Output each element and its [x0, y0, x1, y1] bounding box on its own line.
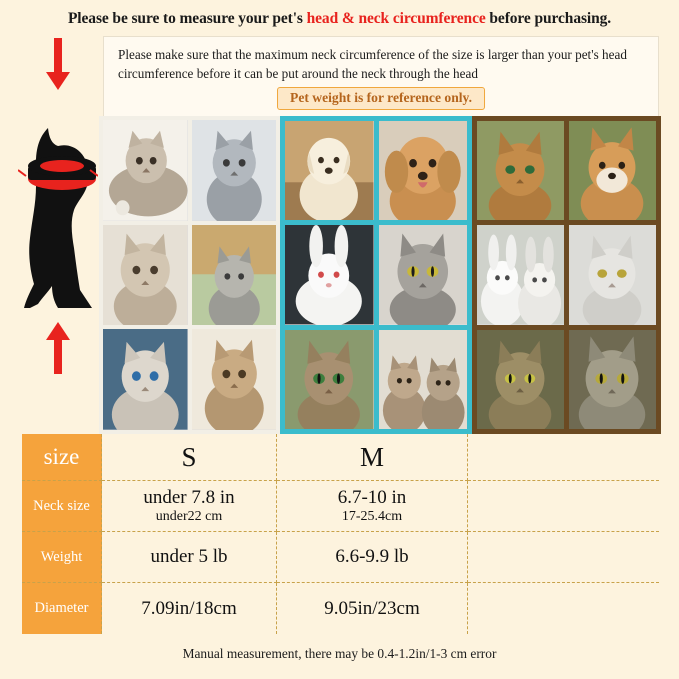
table-row	[22, 481, 659, 532]
photo-cat-orange-tabby	[477, 121, 564, 220]
size-m-photos	[280, 116, 472, 434]
cell-diameter-blank	[468, 583, 659, 634]
photo-kitten-grey-striped	[192, 225, 277, 326]
photo-cat-wild-tabby	[477, 330, 564, 429]
cell-weight-blank	[468, 532, 659, 583]
size-l-photos	[472, 116, 661, 434]
arrow-up-icon	[46, 322, 70, 374]
title-post: before purchasing.	[485, 10, 612, 27]
photo-rabbit-pair-white	[477, 225, 564, 324]
title-highlight: head & neck circumference	[306, 10, 486, 27]
cell-weight-s: under 5 lb	[102, 532, 277, 583]
cell-neck-size-s	[102, 481, 277, 532]
photo-kitten-blue-eyes-paws	[103, 329, 188, 430]
cell-neck-size-m-main: 6.7-10 in	[337, 487, 407, 509]
photo-dog-corgi	[569, 121, 656, 220]
table-header-m: M	[277, 434, 468, 481]
size-table	[22, 434, 659, 638]
photo-cat-grey-green-eyes	[379, 225, 468, 324]
photo-rabbit-white	[285, 225, 374, 324]
photo-kitten-fluffy-tabby	[103, 225, 188, 326]
cell-weight-m: 6.6-9.9 lb	[277, 532, 468, 583]
row-label-diameter: Diameter	[22, 583, 102, 634]
row-label-neck-size: Neck size	[22, 481, 102, 532]
cell-neck-size-s-sub: under22 cm	[155, 508, 223, 524]
cell-neck-size-blank	[468, 481, 659, 532]
photo-kitten-lying-tabby	[103, 120, 188, 221]
note-box	[103, 36, 659, 118]
photo-cat-grey-tabby-large	[569, 330, 656, 429]
table-header-blank	[468, 434, 659, 481]
table-header-s: S	[102, 434, 277, 481]
photo-kitten-sitting-grey	[192, 120, 277, 221]
photo-two-kittens-tabby	[379, 330, 468, 429]
cell-neck-size-m-sub: 17-25.4cm	[341, 508, 403, 524]
title-pre: Please be sure to measure your pet's	[67, 10, 307, 27]
photo-cat-white-grey	[569, 225, 656, 324]
size-s-photos	[99, 116, 280, 434]
page-title	[0, 10, 679, 28]
table-header-row	[22, 434, 659, 481]
photo-gallery	[99, 116, 661, 434]
cell-diameter-m: 9.05in/23cm	[277, 583, 468, 634]
row-label-weight: Weight	[22, 532, 102, 583]
cat-silhouette-icon	[18, 124, 98, 314]
table-row	[22, 532, 659, 583]
cell-neck-size-m	[277, 481, 468, 532]
photo-kitten-brown-tabby	[192, 329, 277, 430]
arrow-down-icon	[46, 38, 70, 90]
photo-puppy-white-small	[285, 121, 374, 220]
measure-illustration	[18, 36, 98, 416]
cell-neck-size-s-main: under 7.8 in	[143, 487, 235, 509]
photo-puppy-poodle-apricot	[379, 121, 468, 220]
photo-cat-tabby-front	[285, 330, 374, 429]
cell-diameter-s: 7.09in/18cm	[102, 583, 277, 634]
weight-reference-badge: Pet weight is for reference only.	[277, 87, 485, 110]
table-row	[22, 583, 659, 634]
table-header-size: size	[22, 434, 102, 481]
note-text: Please make sure that the maximum neck circumference of the size is larger than your pet's head circumference before it can be put around the neck through the head	[118, 47, 627, 82]
measurement-disclaimer: Manual measurement, there may be 0.4-1.2in/1-3 cm error	[182, 646, 497, 661]
